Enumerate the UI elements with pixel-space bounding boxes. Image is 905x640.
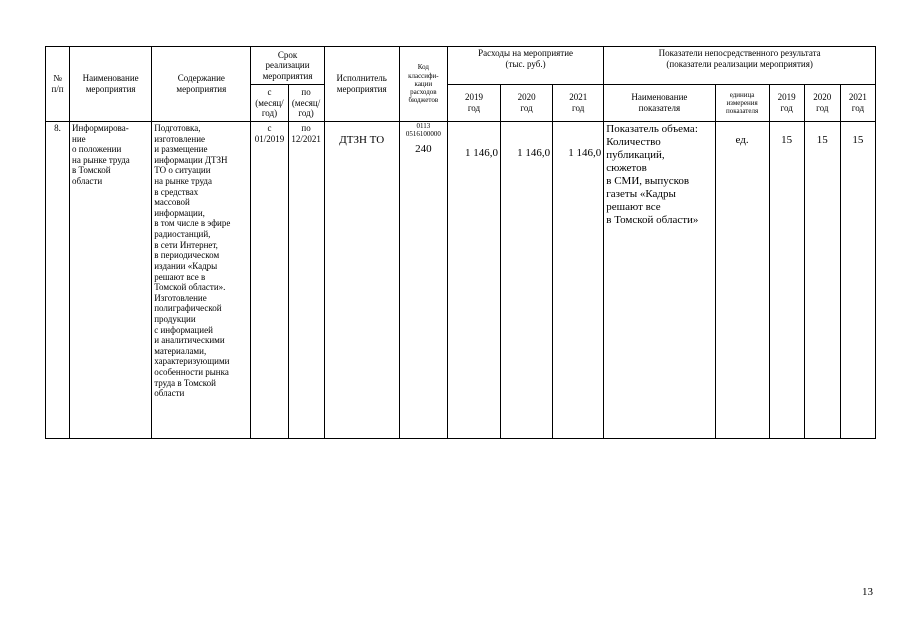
header-term-from: с (месяц/ год) xyxy=(251,85,288,122)
header-content: Содержание мероприятия xyxy=(152,47,251,122)
row-exp-2020: 1 146,0 xyxy=(501,122,553,439)
row-term-from: с 01/2019 xyxy=(251,122,288,439)
row-exp-2019: 1 146,0 xyxy=(447,122,500,439)
header-expenses: Расходы на мероприятие (тыс. руб.) xyxy=(447,47,603,85)
row-ind-2020: 15 xyxy=(804,122,840,439)
header-ind-2020: 2020 год xyxy=(804,85,840,122)
header-row-1 xyxy=(46,47,876,85)
header-ind-name: Наименование показателя xyxy=(604,85,715,122)
header-ind-unit: единица измерения показателя xyxy=(715,85,769,122)
row-code-kbk: 0113 0516100000 xyxy=(405,122,441,138)
row-code xyxy=(399,122,447,439)
header-ind-2021: 2021 год xyxy=(840,85,875,122)
row-content: Подготовка, изготовление и размещение информации ДТЗН ТО о ситуации на рынке труда в средствах массовой информации, в том числе в эфире радиостанций, в сети Интернет, в периодическом издании «Кадры решают все в Томской области». Изготовление полиграфической продукции с информацией и аналитическими материалами, характеризующими особенности рынка труда в Томской области xyxy=(152,122,251,439)
row-ind-2021: 15 xyxy=(840,122,875,439)
header-indicators: Показатели непосредственного результата (показатели реализации мероприятия) xyxy=(604,47,876,85)
header-term: Срок реализации мероприятия xyxy=(251,47,324,85)
row-code-vr: 240 xyxy=(415,143,432,156)
header-executor: Исполнитель мероприятия xyxy=(324,47,399,122)
page-number: 13 xyxy=(862,586,873,598)
row-ind-2019: 15 xyxy=(769,122,804,439)
row-num: 8. xyxy=(46,122,70,439)
table-row xyxy=(46,122,876,439)
header-ind-2019: 2019 год xyxy=(769,85,804,122)
row-ind-name: Показатель объема: Количество публикаций, сюжетов в СМИ, выпусков газеты «Кадры решают все в Томской области» xyxy=(604,122,715,439)
header-exp-2021: 2021 год xyxy=(553,85,604,122)
header-num: № п/п xyxy=(46,47,70,122)
header-exp-2019: 2019 год xyxy=(447,85,500,122)
measures-table xyxy=(45,46,876,439)
header-term-to: по (месяц/ год) xyxy=(288,85,324,122)
row-exp-2021: 1 146,0 xyxy=(553,122,604,439)
row-term-to: по 12/2021 xyxy=(288,122,324,439)
row-ind-unit: ед. xyxy=(715,122,769,439)
header-name: Наименование мероприятия xyxy=(70,47,152,122)
header-code: Код классифи- кации расходов бюджетов xyxy=(399,47,447,122)
row-name: Информирова- ние о положении на рынке труда в Томской области xyxy=(70,122,152,439)
row-executor: ДТЗН ТО xyxy=(324,122,399,439)
header-exp-2020: 2020 год xyxy=(501,85,553,122)
